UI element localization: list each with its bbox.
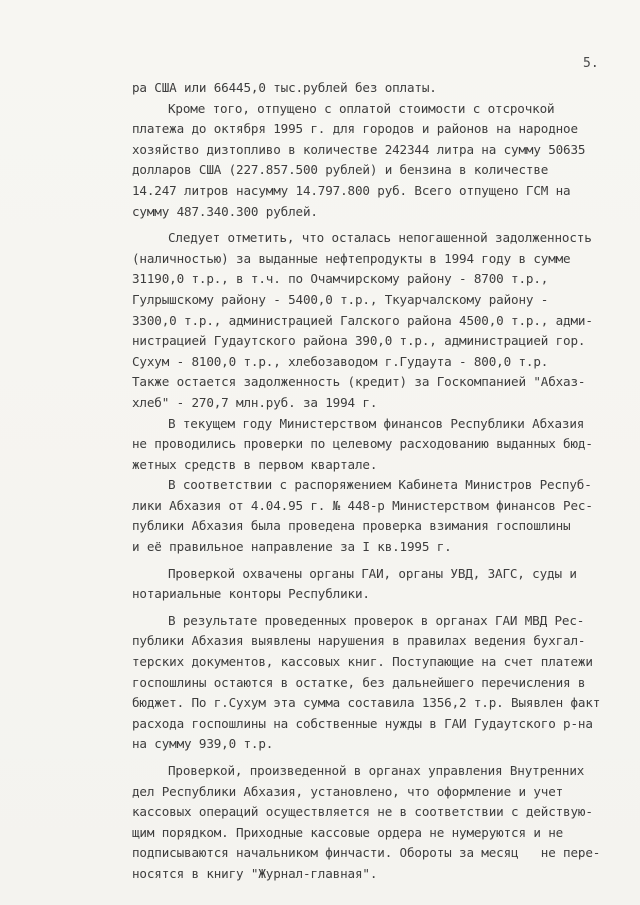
text-line: Следует отметить, что осталась непогашенной задолженность [168,230,592,246]
text-line: Сухум - 8100,0 т.р., хлебозаводом г.Гудаута - 800,0 т.р. [132,353,549,369]
text-line: Кроме того, отпущено с оплатой стоимости с отсрочкой [168,100,555,116]
text-line: Проверкой охвачены органы ГАИ, органы УВД, ЗАГС, суды и [168,565,577,581]
text-line: кассовых операций осуществляется не в соответствии с действую- [132,804,593,820]
text-line: терских документов, кассовых книг. Поступающие на счет платежи [132,654,593,670]
text-line: 3300,0 т.р., администрацией Галского района 4500,0 т.р., адми- [132,312,593,328]
document-body [132,78,612,885]
text-line: (наличностью) за выданные нефтепродукты в 1994 году в сумме [132,250,571,266]
text-line: В текущем году Министерством финансов Республики Абхазия [168,415,585,431]
text-line: публики Абхазия выявлены нарушения в правилах ведения бухгал- [132,633,586,649]
text-line: платежа до октября 1995 г. для городов и районов на народное [132,121,578,137]
text-line: 31190,0 т.р., в т.ч. по Очамчирскому району - 8700 т.р., [132,271,549,287]
text-line: носятся в книгу "Журнал-главная". [132,865,378,881]
paragraph [132,611,612,755]
page-number: 5. [583,56,599,71]
paragraph [132,78,612,99]
text-line: не проводились проверки по целевому расходованию выданных бюд- [132,436,593,452]
paragraph [132,228,612,413]
text-line: 14.247 литров насумму 14.797.800 руб. Всего отпущено ГСМ на [132,182,571,198]
text-line: публики Абхазия была проведена проверка взимания госпошлины [132,518,571,534]
text-line: госпошлины остаются в остатке, без дальнейшего перечисления в [132,674,586,690]
text-line: на сумму 939,0 т.р. [132,736,274,752]
paragraph [132,475,612,557]
paragraph [132,564,612,605]
text-line: Также остается задолженность (кредит) за Госкомпанией "Абхаз- [132,374,586,390]
text-line: нотариальные конторы Республики. [132,586,370,602]
text-line: и её правильное направление за I кв.1995 г. [132,539,452,555]
paragraph [132,761,612,885]
text-line: В результате проведенных проверок в органах ГАИ МВД Рес- [168,612,585,628]
text-line: расхода госпошлины на собственные нужды в ГАИ Гудаутского р-на [132,715,593,731]
text-line: подписываются начальником финчасти. Обороты за месяц не пере- [132,845,601,861]
text-line: ра США или 66445,0 тыс.рублей без оплаты. [132,80,437,95]
text-line: щим порядком. Приходные кассовые ордера не нумеруются и не [132,824,564,840]
text-line: Гулрышскому району - 5400,0 т.р., Ткуарчалскому району - [132,291,549,307]
paragraph [132,99,612,223]
text-line: хозяйство дизтопливо в количестве 242344 литра на сумму 50635 [132,141,586,157]
text-line: жетных средств в первом квартале. [132,456,378,472]
text-line: В соответствии с распоряжением Кабинета Министров Респуб- [168,477,592,493]
paragraph [132,414,612,476]
text-line: нистрацией Гудаутского района 390,0 т.р., администрацией гор. [132,333,586,349]
text-line: бюджет. По г.Сухум эта сумма составила 1356,2 т.р. Выявлен факт [132,695,601,711]
text-line: лики Абхазия от 4.04.95 г. № 448-р Министерством финансов Рес- [132,497,593,513]
text-line: Проверкой, произведенной в органах управления Внутренних [168,763,585,778]
text-line: хлеб" - 270,7 млн.руб. за 1994 г. [132,394,378,410]
text-line: сумму 487.340.300 рублей. [132,203,318,219]
text-line: долларов США (227.857.500 рублей) и бензина в количестве [132,162,549,178]
text-line: дел Республики Абхазия, установлено, что оформление и учет [132,783,564,799]
